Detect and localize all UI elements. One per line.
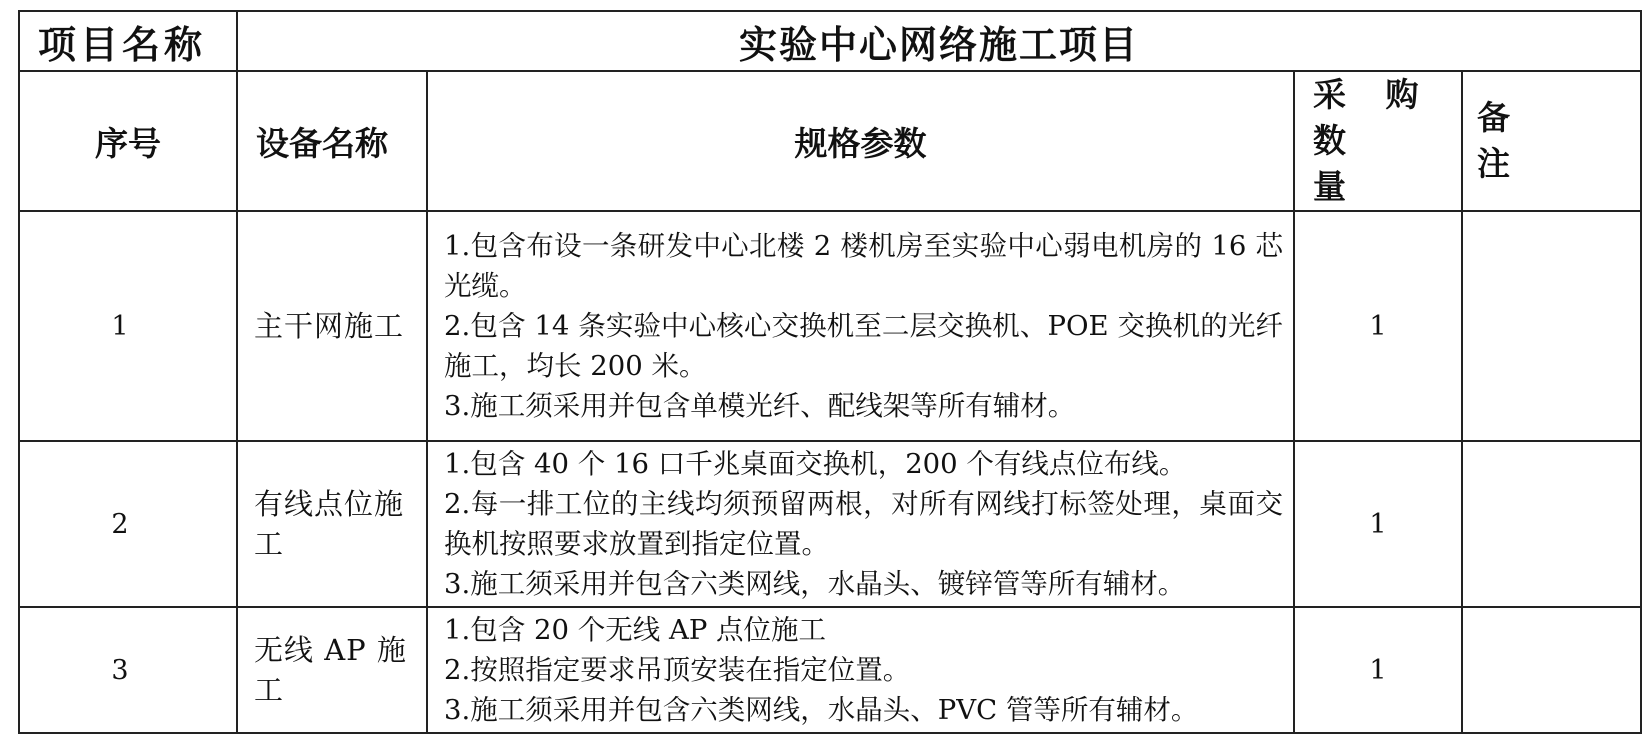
project-title: 实验中心网络施工项目 — [237, 11, 1641, 71]
spec-cell — [427, 211, 1294, 441]
project-row — [19, 11, 1641, 71]
device-name: 无线 AP 施工 — [237, 607, 427, 733]
spec-line: 3.施工须采用并包含六类网线，水晶头、PVC 管等所有辅材。 — [444, 694, 1199, 726]
row-number — [19, 607, 237, 733]
device-name: 主干网施工 — [237, 211, 427, 441]
table-row — [19, 607, 1641, 733]
column-header-device-name: 设备名称 — [237, 71, 427, 211]
spec-line: 3.施工须采用并包含六类网线，水晶头、镀锌管等所有辅材。 — [444, 568, 1186, 600]
spec-cell — [427, 607, 1294, 733]
quantity-value: 1 — [1294, 441, 1462, 607]
row-number — [19, 441, 237, 607]
row-number-text: 1 — [111, 310, 129, 342]
quantity-value: 1 — [1294, 607, 1462, 733]
spec-line: 3.施工须采用并包含单模光纤、配线架等所有辅材。 — [444, 390, 1076, 422]
spec-line: 2.按照指定要求吊顶安装在指定位置。 — [444, 654, 911, 686]
table-row — [19, 441, 1641, 607]
note-value — [1462, 607, 1641, 733]
column-header-no: 序号 — [19, 71, 237, 211]
procurement-table — [18, 10, 1642, 734]
row-number — [19, 211, 237, 441]
spec-line: 1.包含 20 个无线 AP 点位施工 — [444, 614, 827, 646]
row-number-text: 3 — [111, 654, 129, 686]
column-header-note: 备 注 — [1462, 71, 1641, 211]
spec-line: 2.包含 14 条实验中心核心交换机至二层交换机、POE 交换机的光纤施工，均长 200 米。 — [444, 310, 1283, 382]
column-header-quantity: 采 购 数 量 — [1294, 71, 1462, 211]
spec-cell — [427, 441, 1294, 607]
note-value — [1462, 441, 1641, 607]
column-header-spec: 规格参数 — [427, 71, 1294, 211]
device-name: 有线点位施工 — [237, 441, 427, 607]
spec-line: 2.每一排工位的主线均须预留两根，对所有网线打标签处理，桌面交换机按照要求放置到指定位置。 — [444, 488, 1283, 560]
note-value — [1462, 211, 1641, 441]
table-row — [19, 211, 1641, 441]
quantity-value: 1 — [1294, 211, 1462, 441]
spec-line: 1.包含 40 个 16 口千兆桌面交换机，200 个有线点位布线。 — [444, 448, 1187, 480]
column-header-row — [19, 71, 1641, 211]
project-name-label: 项目名称 — [19, 11, 237, 71]
spec-line: 1.包含布设一条研发中心北楼 2 楼机房至实验中心弱电机房的 16 芯光缆。 — [444, 230, 1283, 302]
row-number-text: 2 — [111, 508, 129, 540]
